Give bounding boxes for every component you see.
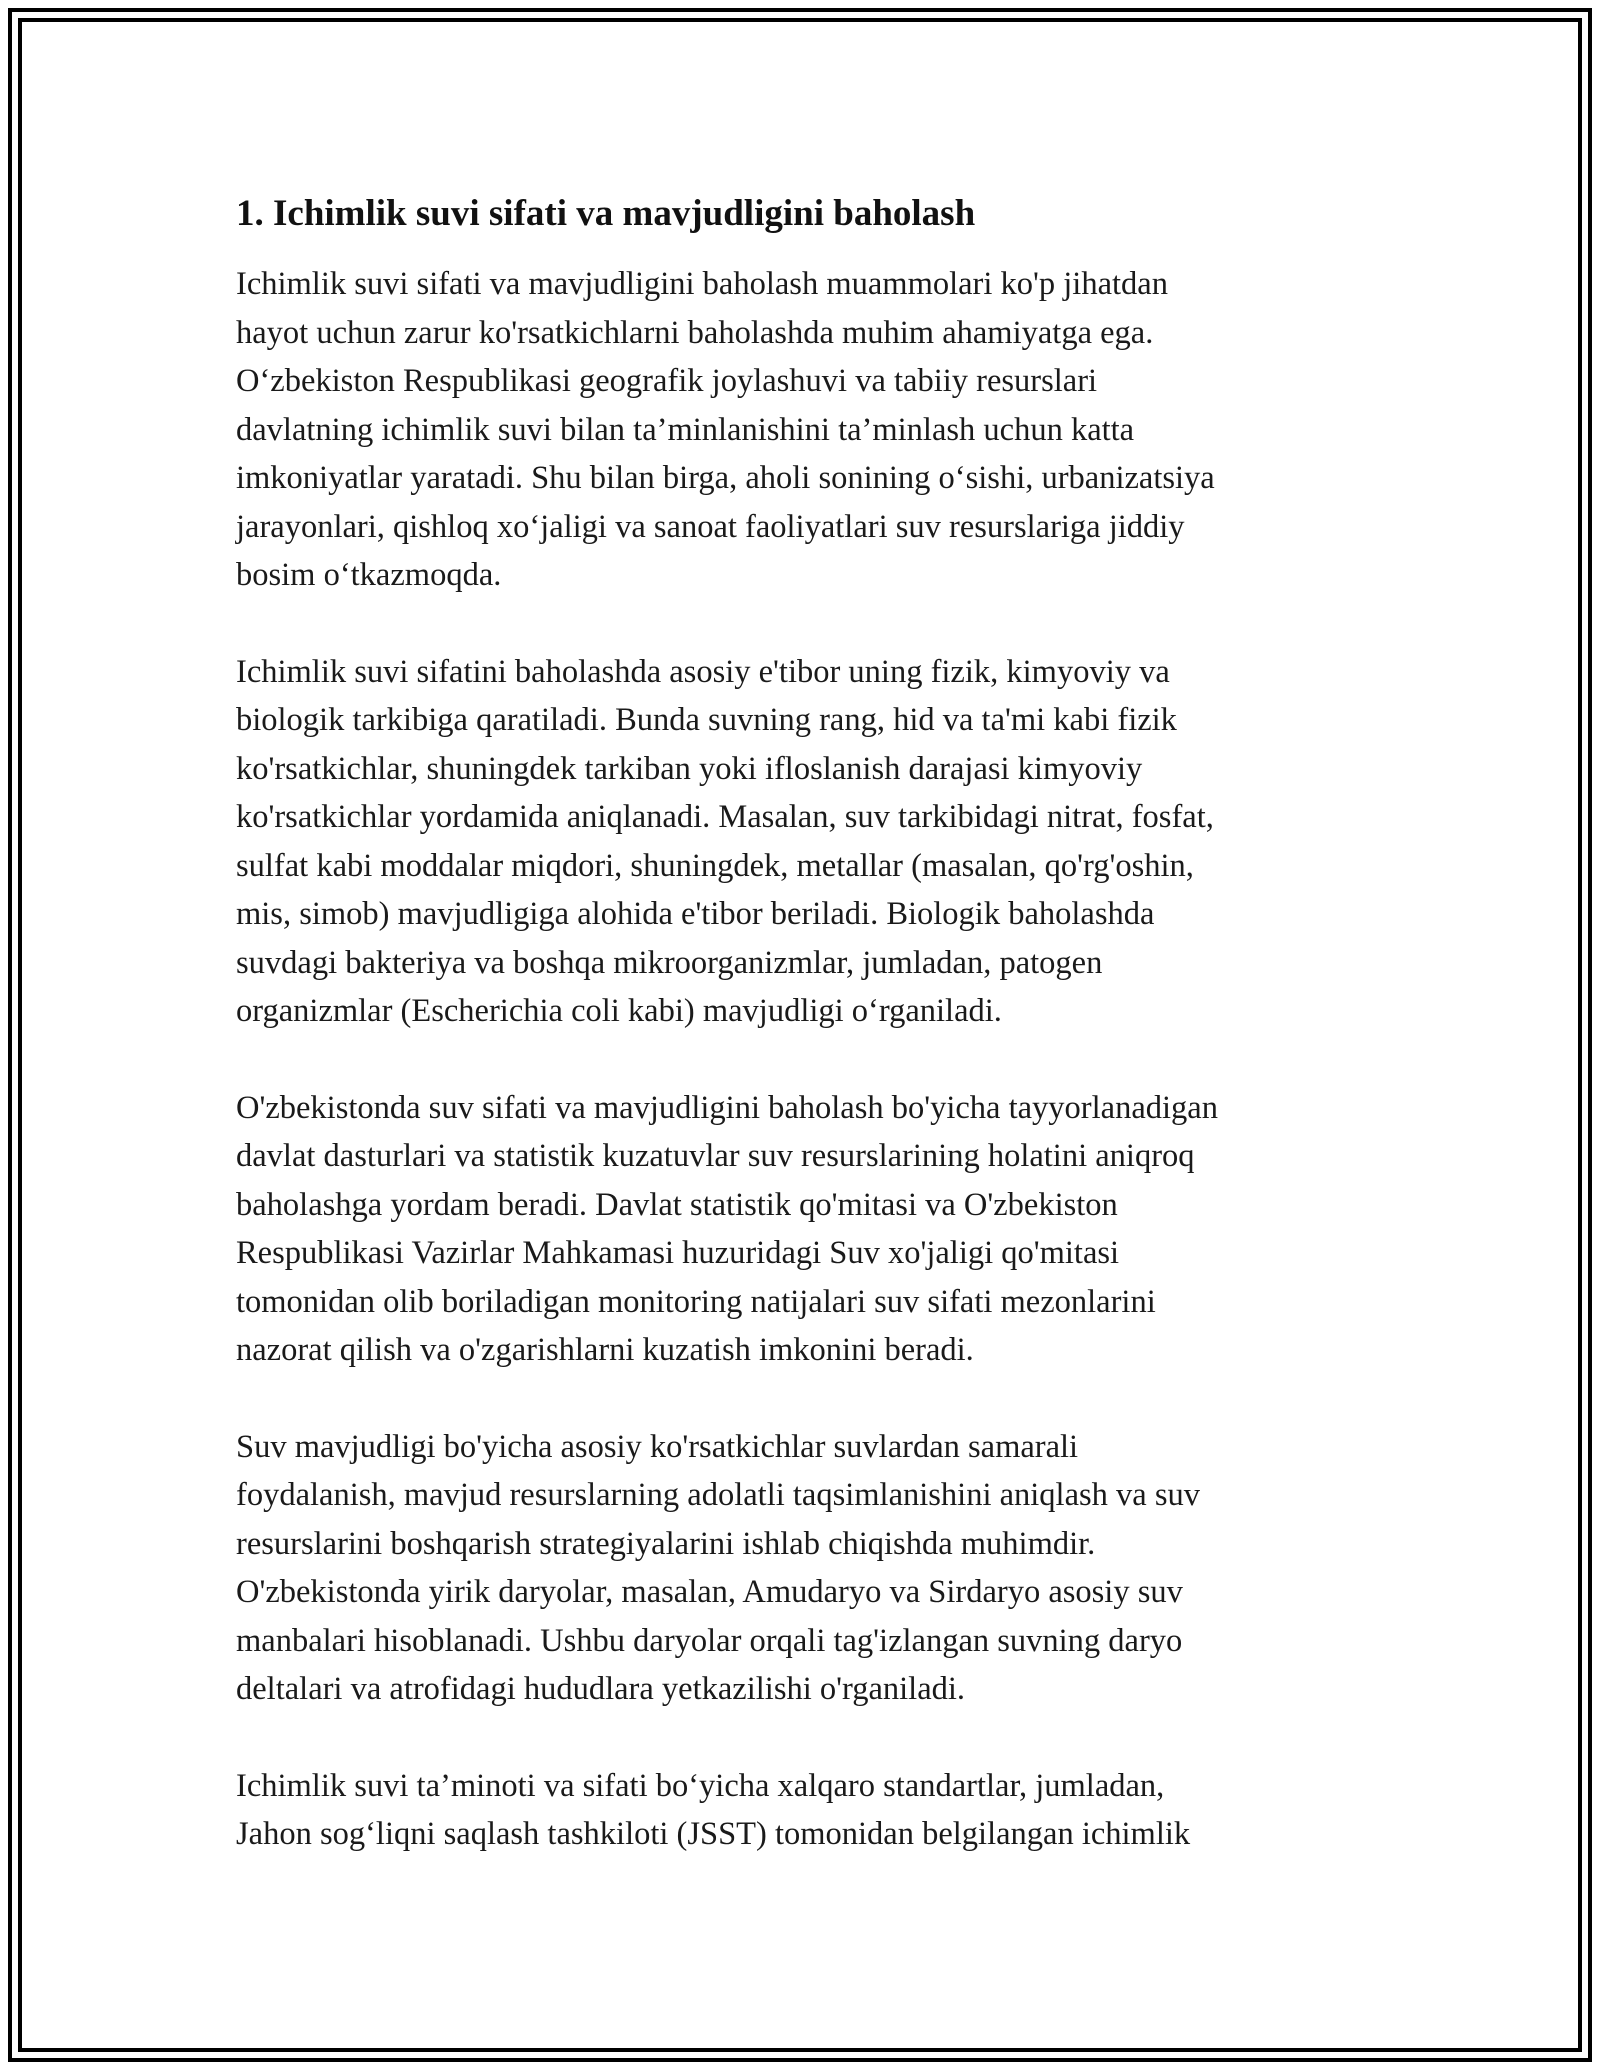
text-line: biologik tarkibiga qaratiladi. Bunda suvning rang, hid va ta'mi kabi fizik [236,702,1177,738]
text-line: deltalari va atrofidagi hududlara yetkazilishi o'rganiladi. [236,1671,966,1707]
text-line: bosim o‘tkazmoqda. [236,557,502,593]
paragraph-4 [236,1423,1366,1714]
document-body [236,190,1366,1907]
text-line: tomonidan olib boriladigan monitoring natijalari suv sifati mezonlarini [236,1283,1156,1320]
text-line: Suv mavjudligi bo'yicha asosiy ko'rsatkichlar suvlardan samarali [236,1428,1079,1465]
text-line: O‘zbekiston Respublikasi geografik joylashuvi va tabiiy resurslari [236,363,1098,399]
text-line: Respublikasi Vazirlar Mahkamasi huzuridagi Suv xo'jaligi qo'mitasi [236,1235,1120,1271]
text-line: mis, simob) mavjudligiga alohida e'tibor beriladi. Biologik baholashda [236,896,1155,932]
text-line: sulfat kabi moddalar miqdori, shuningdek, metallar (masalan, qo'rg'oshin, [236,847,1194,884]
text-line: Ichimlik suvi sifati va mavjudligini baholash muammolari ko'p jihatdan [236,266,1168,302]
text-line: davlatning ichimlik suvi bilan ta’minlanishini ta’minlash uchun katta [236,411,1135,448]
text-line: jarayonlari, qishloq xo‘jaligi va sanoat faoliyatlari suv resurslariga jiddiy [236,508,1185,545]
text-line: ko'rsatkichlar, shuningdek tarkiban yoki ifloslanish darajasi kimyoviy [236,750,1143,787]
paragraph-3 [236,1084,1366,1375]
text-line: foydalanish, mavjud resurslarning adolatli taqsimlanishini aniqlash va suv [236,1477,1200,1513]
text-line: ko'rsatkichlar yordamida aniqlanadi. Masalan, suv tarkibidagi nitrat, fosfat, [236,799,1214,835]
text-line: resurslarini boshqarish strategiyalarini ishlab chiqishda muhimdir. [236,1525,1096,1562]
text-line: O'zbekistonda yirik daryolar, masalan, Amudaryo va Sirdaryo asosiy suv [236,1574,1183,1610]
text-line: organizmlar (Escherichia coli kabi) mavjudligi o‘rganiladi. [236,993,1002,1029]
section-heading: 1. Ichimlik suvi sifati va mavjudligini baholash [236,193,976,234]
text-line: Ichimlik suvi ta’minoti va sifati bo‘yicha xalqaro standartlar, jumladan, [236,1767,1165,1804]
text-line: davlat dasturlari va statistik kuzatuvlar suv resurslarining holatini aniqroq [236,1138,1195,1174]
text-line: suvdagi bakteriya va boshqa mikroorganizmlar, jumladan, patogen [236,944,1103,981]
text-line: hayot uchun zarur ko'rsatkichlarni baholashda muhim ahamiyatga ega. [236,314,1154,351]
text-line: Ichimlik suvi sifatini baholashda asosiy e'tibor uning fizik, kimyoviy va [236,653,1170,690]
text-line: nazorat qilish va o'zgarishlarni kuzatish imkonini beradi. [236,1332,974,1368]
text-line: imkoniyatlar yaratadi. Shu bilan birga, aholi sonining o‘sishi, urbanizatsiya [236,460,1215,496]
text-line: O'zbekistonda suv sifati va mavjudligini baholash bo'yicha tayyorlanadigan [236,1089,1218,1126]
text-line: baholashga yordam beradi. Davlat statistik qo'mitasi va O'zbekiston [236,1186,1118,1223]
text-line: Jahon sog‘liqni saqlash tashkiloti (JSST) tomonidan belgilangan ichimlik [236,1816,1191,1852]
paragraph-5 [236,1762,1366,1859]
text-line: manbalari hisoblanadi. Ushbu daryolar orqali tag'izlangan suvning daryo [236,1622,1183,1659]
paragraph-2 [236,648,1366,1036]
paragraph-1 [236,260,1366,600]
